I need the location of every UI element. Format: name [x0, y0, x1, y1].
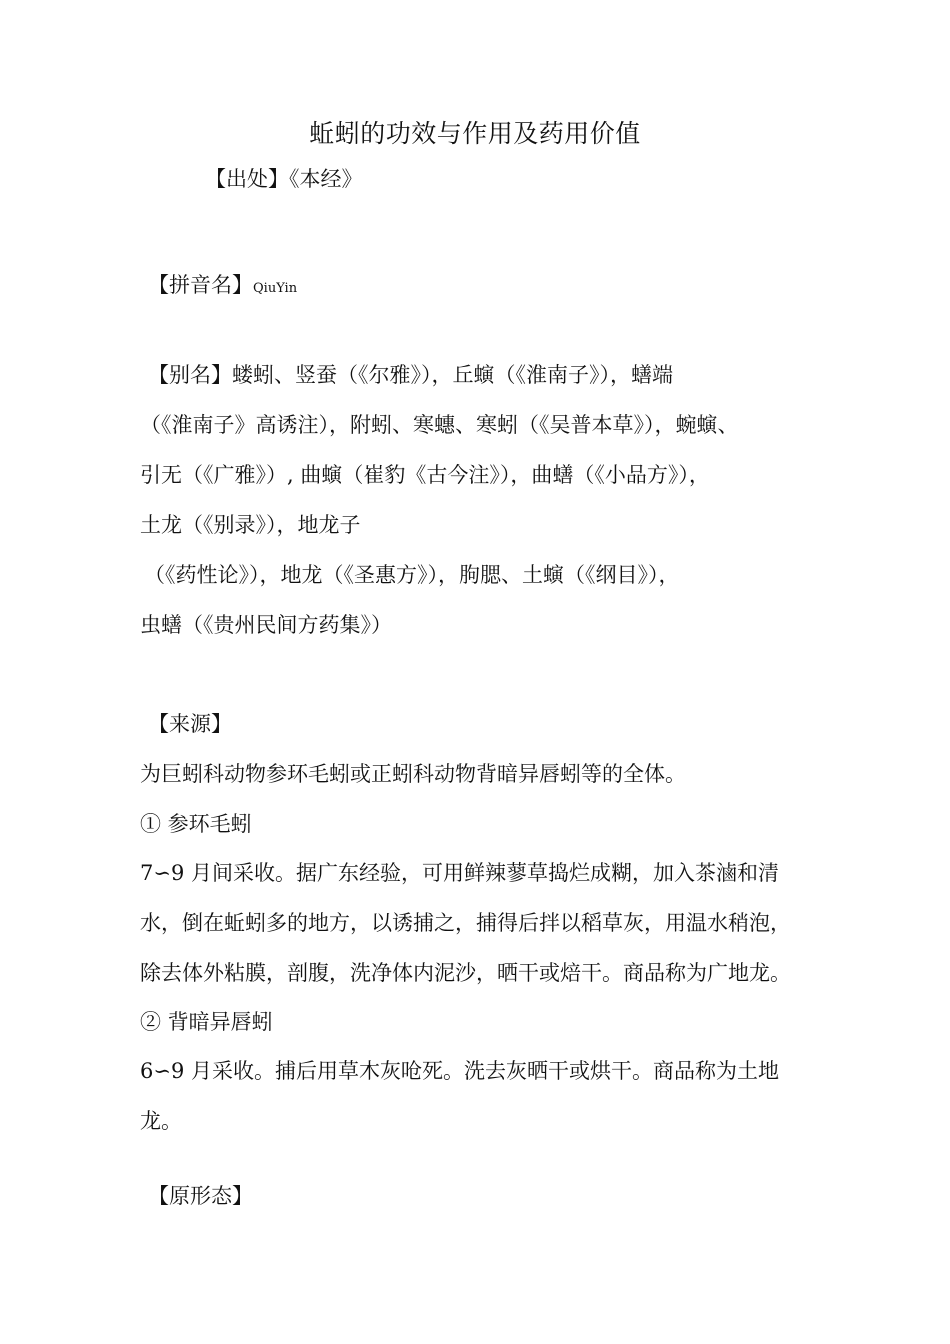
origin-line-6: ② 背暗异唇蚓 — [140, 1010, 273, 1034]
pinyin-value: QiuYin — [253, 281, 298, 296]
page-title: 蚯蚓的功效与作用及药用价值 — [309, 119, 641, 148]
source-reference: 【出处】《本经》 — [205, 167, 363, 191]
pinyin-label: 【拼音名】 — [148, 273, 253, 297]
alias-line-3: 引无（《广雅》）, 曲螾（崔豹《古今注》），曲蟮（《小品方》）， — [140, 463, 710, 487]
origin-line-5: 除去体外粘膜，剖腹，洗净体内泥沙，晒干或焙干。商品称为广地龙。 — [140, 961, 791, 985]
morphology-heading: 【原形态】 — [148, 1184, 253, 1208]
alias-line-2: （《淮南子》高诱注），附蚓、寒蟪、寒蚓（《吴普本草》），蜿螾、 — [140, 413, 739, 437]
origin-line-1: 为巨蚓科动物参环毛蚓或正蚓科动物背暗异唇蚓等的全体。 — [140, 762, 686, 786]
pinyin-line — [148, 271, 297, 303]
alias-line-6: 虫蟮（《贵州民间方药集》） — [140, 613, 392, 637]
origin-line-3: 7∽9 月间采收。据广东经验，可用鲜辣蓼草捣烂成糊，加入茶滷和清 — [140, 861, 779, 885]
origin-line-8: 龙。 — [140, 1109, 182, 1133]
alias-line-4: 土龙（《别录》），地龙子 — [140, 513, 361, 537]
alias-line-1: 【别名】蝼蚓、竖蚕（《尔雅》），丘螾（《淮南子》），蟮端 — [148, 363, 673, 387]
origin-line-4: 水，倒在蚯蚓多的地方，以诱捕之，捕得后拌以稻草灰，用温水稍泡， — [140, 911, 791, 935]
alias-line-5: （《药性论》），地龙（《圣惠方》），朐腮、土螾（《纲目》）， — [144, 563, 680, 587]
origin-line-7: 6∽9 月采收。捕后用草木灰呛死。洗去灰晒干或烘干。商品称为土地 — [140, 1059, 779, 1083]
origin-line-2: ① 参环毛蚓 — [140, 812, 252, 836]
origin-heading: 【来源】 — [148, 712, 232, 736]
